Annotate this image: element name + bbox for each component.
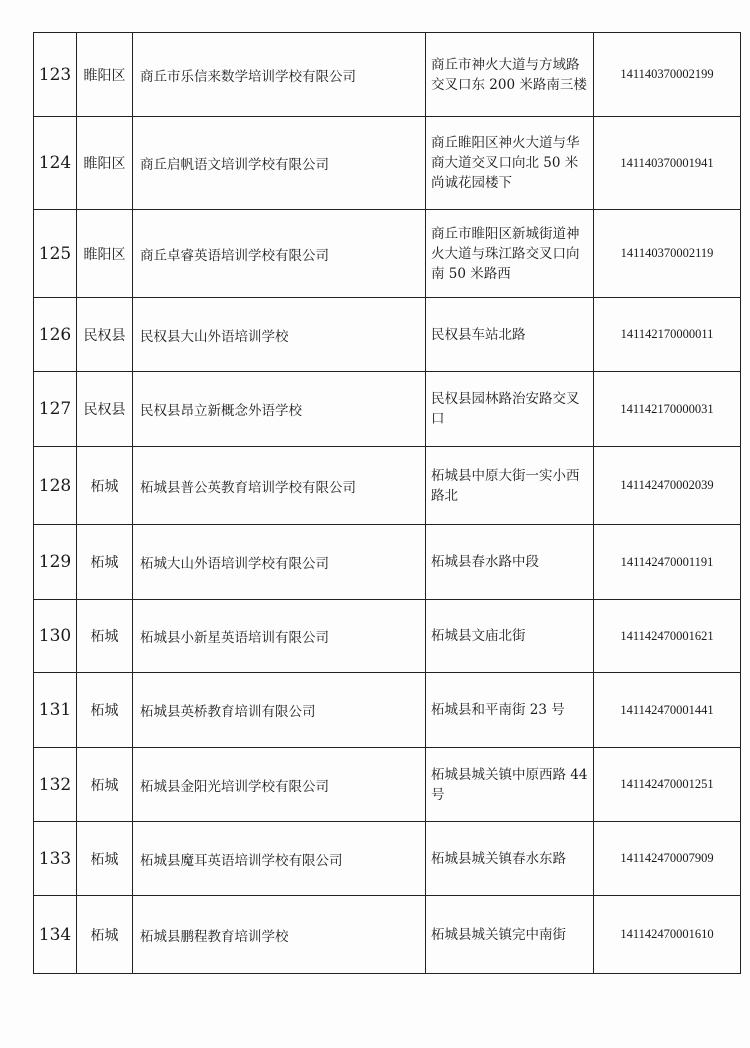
table-row bbox=[34, 210, 741, 298]
district-cell: 柘城 bbox=[77, 822, 133, 896]
address-cell: 商丘市睢阳区新城街道神火大道与珠江路交叉口向南 50 米路西 bbox=[426, 210, 594, 298]
address-cell: 柘城县城关镇中原西路 44 号 bbox=[426, 748, 594, 822]
license-code-cell: 141140370001941 bbox=[594, 117, 741, 210]
table-row bbox=[34, 896, 741, 974]
license-code-cell: 141142470001621 bbox=[594, 600, 741, 673]
row-number: 128 bbox=[34, 447, 77, 525]
row-number: 133 bbox=[34, 822, 77, 896]
table-row bbox=[34, 372, 741, 447]
table-row bbox=[34, 117, 741, 210]
school-name-cell: 柘城大山外语培训学校有限公司 bbox=[133, 525, 426, 600]
district-cell: 睢阳区 bbox=[77, 33, 133, 117]
table-row bbox=[34, 298, 741, 372]
table-row bbox=[34, 748, 741, 822]
district-cell: 柘城 bbox=[77, 447, 133, 525]
district-cell: 柘城 bbox=[77, 673, 133, 748]
school-name-cell: 柘城县金阳光培训学校有限公司 bbox=[133, 748, 426, 822]
school-name-cell: 商丘市乐信来数学培训学校有限公司 bbox=[133, 33, 426, 117]
district-cell: 睢阳区 bbox=[77, 117, 133, 210]
training-school-table bbox=[33, 32, 741, 974]
row-number: 131 bbox=[34, 673, 77, 748]
school-name-cell: 柘城县鹏程教育培训学校 bbox=[133, 896, 426, 974]
address-cell: 柘城县文庙北街 bbox=[426, 600, 594, 673]
address-cell: 柘城县城关镇完中南街 bbox=[426, 896, 594, 974]
school-name-cell: 柘城县普公英教育培训学校有限公司 bbox=[133, 447, 426, 525]
license-code-cell: 141142470001251 bbox=[594, 748, 741, 822]
address-cell: 柘城县和平南街 23 号 bbox=[426, 673, 594, 748]
row-number: 126 bbox=[34, 298, 77, 372]
address-cell: 柘城县中原大街一实小西路北 bbox=[426, 447, 594, 525]
license-code-cell: 141142470007909 bbox=[594, 822, 741, 896]
district-cell: 柘城 bbox=[77, 525, 133, 600]
school-name-cell: 商丘启帆语文培训学校有限公司 bbox=[133, 117, 426, 210]
row-number: 130 bbox=[34, 600, 77, 673]
row-number: 134 bbox=[34, 896, 77, 974]
table-row bbox=[34, 33, 741, 117]
address-cell: 民权县车站北路 bbox=[426, 298, 594, 372]
row-number: 125 bbox=[34, 210, 77, 298]
license-code-cell: 141140370002119 bbox=[594, 210, 741, 298]
address-cell: 商丘睢阳区神火大道与华商大道交叉口向北 50 米尚诚花园楼下 bbox=[426, 117, 594, 210]
row-number: 124 bbox=[34, 117, 77, 210]
school-name-cell: 柘城县小新星英语培训有限公司 bbox=[133, 600, 426, 673]
district-cell: 柘城 bbox=[77, 600, 133, 673]
license-code-cell: 141142470001610 bbox=[594, 896, 741, 974]
district-cell: 柘城 bbox=[77, 748, 133, 822]
license-code-cell: 141142470002039 bbox=[594, 447, 741, 525]
license-code-cell: 141142470001191 bbox=[594, 525, 741, 600]
address-cell: 商丘市神火大道与方域路交叉口东 200 米路南三楼 bbox=[426, 33, 594, 117]
school-name-cell: 商丘卓睿英语培训学校有限公司 bbox=[133, 210, 426, 298]
table-row bbox=[34, 525, 741, 600]
address-cell: 柘城县春水路中段 bbox=[426, 525, 594, 600]
license-code-cell: 141142170000011 bbox=[594, 298, 741, 372]
address-cell: 民权县园林路治安路交叉口 bbox=[426, 372, 594, 447]
school-name-cell: 柘城县英桥教育培训有限公司 bbox=[133, 673, 426, 748]
row-number: 129 bbox=[34, 525, 77, 600]
school-name-cell: 民权县大山外语培训学校 bbox=[133, 298, 426, 372]
row-number: 127 bbox=[34, 372, 77, 447]
row-number: 132 bbox=[34, 748, 77, 822]
table-row bbox=[34, 600, 741, 673]
district-cell: 民权县 bbox=[77, 298, 133, 372]
table-row bbox=[34, 673, 741, 748]
school-name-cell: 民权县昂立新概念外语学校 bbox=[133, 372, 426, 447]
district-cell: 柘城 bbox=[77, 896, 133, 974]
license-code-cell: 141142170000031 bbox=[594, 372, 741, 447]
address-cell: 柘城县城关镇春水东路 bbox=[426, 822, 594, 896]
license-code-cell: 141142470001441 bbox=[594, 673, 741, 748]
school-name-cell: 柘城县魔耳英语培训学校有限公司 bbox=[133, 822, 426, 896]
district-cell: 睢阳区 bbox=[77, 210, 133, 298]
district-cell: 民权县 bbox=[77, 372, 133, 447]
table-row bbox=[34, 447, 741, 525]
table-row bbox=[34, 822, 741, 896]
license-code-cell: 141140370002199 bbox=[594, 33, 741, 117]
row-number: 123 bbox=[34, 33, 77, 117]
